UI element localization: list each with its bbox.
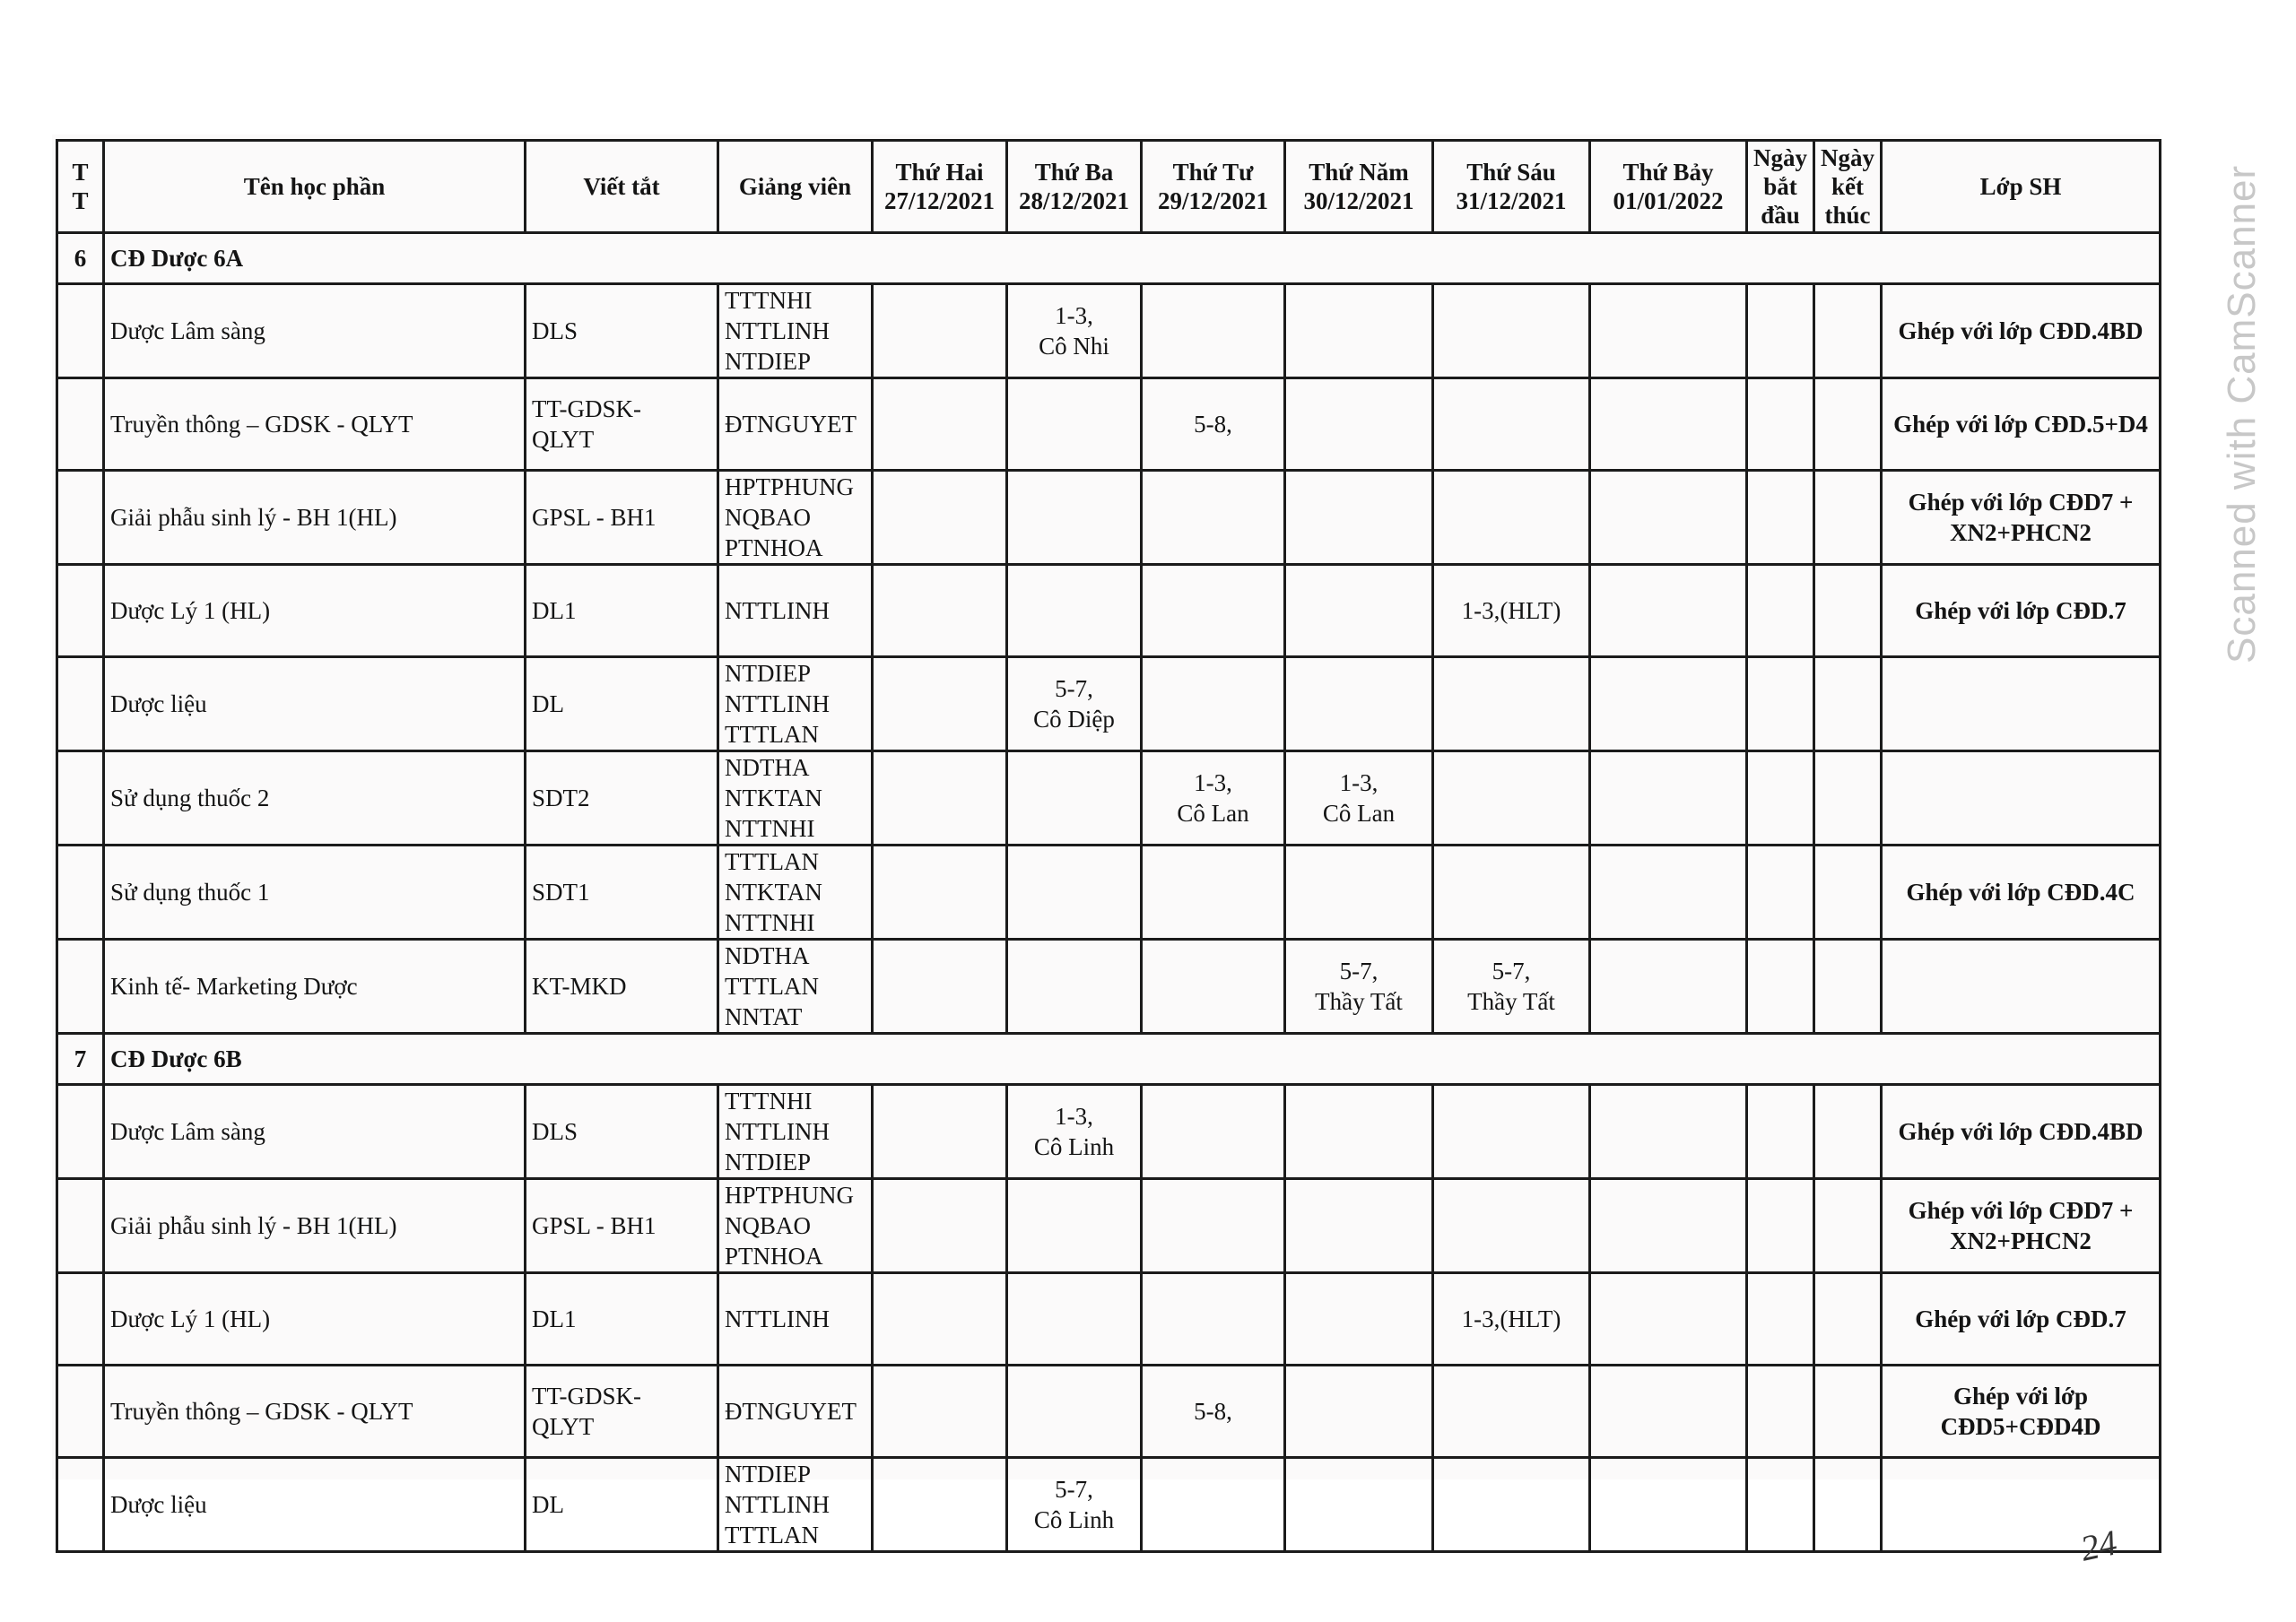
day-slot-2 <box>1007 846 1142 940</box>
day-slot-3 <box>1142 940 1285 1034</box>
table-row <box>57 1085 2161 1179</box>
course-name: Giải phẫu sinh lý - BH 1(HL) <box>104 1179 526 1273</box>
day-slot-1 <box>873 378 1007 471</box>
table-row <box>57 846 2161 940</box>
day-slot-6 <box>1590 1273 1747 1366</box>
lecturer-code: TTTNHI <box>725 287 813 314</box>
course-abbr <box>526 1458 718 1552</box>
day-slot-3 <box>1142 284 1285 378</box>
end-date-cell <box>1814 657 1882 751</box>
lecturer-code: ĐTNGUYET <box>725 411 857 438</box>
end-date-cell <box>1814 1179 1882 1273</box>
lecturer-code: NTKTAN <box>725 785 822 811</box>
class-note <box>1882 940 2161 1034</box>
course-abbr <box>526 846 718 940</box>
day-slot-2 <box>1007 1179 1142 1273</box>
day-slot-1 <box>873 1273 1007 1366</box>
start-date-cell <box>1747 1458 1814 1552</box>
lecturer-list <box>718 1366 873 1458</box>
cell-line: Cô Lan <box>1322 800 1396 827</box>
lecturer-list <box>718 378 873 471</box>
schedule-table <box>56 139 2161 1553</box>
day-slot-4 <box>1285 1458 1433 1552</box>
header-class: Lớp SH <box>1882 141 2161 233</box>
class-note: Ghép với lớp CĐD7 + XN2+PHCN2 <box>1882 471 2161 565</box>
cell-line: DL1 <box>532 1305 577 1332</box>
cell-line: 5-8, <box>1194 411 1232 438</box>
tt-cell <box>57 940 104 1034</box>
course-abbr <box>526 1273 718 1366</box>
cell-line: 1-3,(HLT) <box>1461 1305 1561 1332</box>
class-note: Ghép với lớp CĐD.4BD <box>1882 284 2161 378</box>
group-number: 6 <box>57 233 104 284</box>
header-day-1: Thứ Hai 27/12/2021 <box>873 141 1007 233</box>
header-day-3: Thứ Tư 29/12/2021 <box>1142 141 1285 233</box>
cell-line: 5-7, <box>1055 1476 1093 1503</box>
cell-line: TT-GDSK- <box>532 1383 642 1409</box>
cell-line: 5-7, <box>1339 958 1378 984</box>
lecturer-list <box>718 940 873 1034</box>
table-row <box>57 471 2161 565</box>
lecturer-code: NTDIEP <box>725 1149 811 1175</box>
course-abbr <box>526 378 718 471</box>
table-row <box>57 1179 2161 1273</box>
cell-line: 1-3, <box>1194 769 1232 796</box>
lecturer-code: NTTLINH <box>725 1305 830 1332</box>
lecturer-code: NNTAT <box>725 1003 803 1030</box>
course-abbr <box>526 1085 718 1179</box>
day-slot-2 <box>1007 1458 1142 1552</box>
class-note: Ghép với lớp CĐD.4C <box>1882 846 2161 940</box>
lecturer-list <box>718 284 873 378</box>
cell-line: 1-3, <box>1055 302 1093 329</box>
tt-cell <box>57 1273 104 1366</box>
course-name: Kinh tế- Marketing Dược <box>104 940 526 1034</box>
day-slot-4 <box>1285 1366 1433 1458</box>
header-day-6: Thứ Bảy 01/01/2022 <box>1590 141 1747 233</box>
day-slot-6 <box>1590 846 1747 940</box>
group-name: CĐ Dược 6B <box>104 1034 2161 1085</box>
cell-line: 5-7, <box>1055 675 1093 702</box>
group-row <box>57 233 2161 284</box>
day-slot-2 <box>1007 751 1142 846</box>
day-slot-5 <box>1433 1458 1590 1552</box>
day-slot-5 <box>1433 565 1590 657</box>
day-slot-1 <box>873 565 1007 657</box>
cell-line: GPSL - BH1 <box>532 504 657 531</box>
day-slot-4 <box>1285 1085 1433 1179</box>
day-slot-6 <box>1590 657 1747 751</box>
day-slot-4 <box>1285 940 1433 1034</box>
day-slot-2 <box>1007 284 1142 378</box>
end-date-cell <box>1814 1273 1882 1366</box>
day-slot-1 <box>873 471 1007 565</box>
lecturer-list <box>718 471 873 565</box>
cell-line: Cô Diệp <box>1033 706 1115 733</box>
start-date-cell <box>1747 565 1814 657</box>
header-start-date: Ngày bắt đầu <box>1747 141 1814 233</box>
end-date-cell <box>1814 284 1882 378</box>
day-slot-5 <box>1433 1085 1590 1179</box>
course-name: Truyền thông – GDSK - QLYT <box>104 1366 526 1458</box>
lecturer-code: TTTLAN <box>725 1522 819 1548</box>
day-slot-1 <box>873 751 1007 846</box>
end-date-cell <box>1814 1458 1882 1552</box>
day-slot-5 <box>1433 751 1590 846</box>
end-date-cell <box>1814 378 1882 471</box>
class-note: Ghép với lớp CĐD5+CĐD4D <box>1882 1366 2161 1458</box>
cell-line: KT-MKD <box>532 973 627 1000</box>
lecturer-code: NTDIEP <box>725 1461 811 1488</box>
tt-cell <box>57 657 104 751</box>
day-slot-1 <box>873 1179 1007 1273</box>
cell-line: DLS <box>532 1118 578 1145</box>
day-slot-3 <box>1142 1366 1285 1458</box>
class-note: Ghép với lớp CĐD.4BD <box>1882 1085 2161 1179</box>
day-slot-3 <box>1142 846 1285 940</box>
cell-line: DL <box>532 690 564 717</box>
table-row <box>57 1273 2161 1366</box>
tt-cell <box>57 1366 104 1458</box>
day-slot-2 <box>1007 1085 1142 1179</box>
course-abbr <box>526 1179 718 1273</box>
day-slot-5 <box>1433 1366 1590 1458</box>
day-slot-6 <box>1590 378 1747 471</box>
table-row <box>57 378 2161 471</box>
lecturer-code: NTTLINH <box>725 1118 830 1145</box>
end-date-cell <box>1814 940 1882 1034</box>
end-date-cell <box>1814 751 1882 846</box>
cell-line: GPSL - BH1 <box>532 1212 657 1239</box>
course-name: Dược Lâm sàng <box>104 284 526 378</box>
group-name: CĐ Dược 6A <box>104 233 2161 284</box>
table-row <box>57 657 2161 751</box>
class-note <box>1882 1458 2161 1552</box>
cell-line: DLS <box>532 317 578 344</box>
start-date-cell <box>1747 657 1814 751</box>
table-row <box>57 751 2161 846</box>
class-note: Ghép với lớp CĐD.5+D4 <box>1882 378 2161 471</box>
lecturer-code: PTNHOA <box>725 1243 823 1270</box>
tt-cell <box>57 1458 104 1552</box>
day-slot-4 <box>1285 1273 1433 1366</box>
end-date-cell <box>1814 1366 1882 1458</box>
day-slot-6 <box>1590 565 1747 657</box>
table-row <box>57 565 2161 657</box>
tt-cell <box>57 751 104 846</box>
course-abbr <box>526 471 718 565</box>
day-slot-1 <box>873 1366 1007 1458</box>
lecturer-code: HPTPHUNG <box>725 1182 855 1209</box>
cell-line: Cô Lan <box>1177 800 1249 827</box>
day-slot-6 <box>1590 940 1747 1034</box>
lecturer-code: NTTLINH <box>725 317 830 344</box>
day-slot-6 <box>1590 284 1747 378</box>
table-row <box>57 284 2161 378</box>
course-name: Dược Lý 1 (HL) <box>104 1273 526 1366</box>
day-slot-3 <box>1142 751 1285 846</box>
lecturer-code: TTTLAN <box>725 721 819 748</box>
lecturer-code: NQBAO <box>725 1212 812 1239</box>
lecturer-list <box>718 751 873 846</box>
lecturer-code: TTTNHI <box>725 1088 813 1115</box>
course-name: Sử dụng thuốc 2 <box>104 751 526 846</box>
lecturer-code: ĐTNGUYET <box>725 1398 857 1425</box>
start-date-cell <box>1747 471 1814 565</box>
lecturer-code: NTDIEP <box>725 660 811 687</box>
header-day-2: Thứ Ba 28/12/2021 <box>1007 141 1142 233</box>
lecturer-code: NTKTAN <box>725 879 822 906</box>
start-date-cell <box>1747 1085 1814 1179</box>
day-slot-3 <box>1142 1458 1285 1552</box>
class-note: Ghép với lớp CĐD.7 <box>1882 565 2161 657</box>
day-slot-6 <box>1590 1458 1747 1552</box>
cell-line: DL1 <box>532 597 577 624</box>
start-date-cell <box>1747 940 1814 1034</box>
header-lecturer: Giảng viên <box>718 141 873 233</box>
day-slot-4 <box>1285 565 1433 657</box>
day-slot-3 <box>1142 565 1285 657</box>
day-slot-6 <box>1590 471 1747 565</box>
tt-cell <box>57 284 104 378</box>
day-slot-2 <box>1007 1273 1142 1366</box>
lecturer-code: PTNHOA <box>725 534 823 561</box>
tt-cell <box>57 1179 104 1273</box>
day-slot-4 <box>1285 1179 1433 1273</box>
day-slot-4 <box>1285 284 1433 378</box>
class-note <box>1882 751 2161 846</box>
handwritten-page-mark: 24 <box>2076 1522 2121 1569</box>
lecturer-list <box>718 1085 873 1179</box>
day-slot-5 <box>1433 284 1590 378</box>
course-abbr <box>526 565 718 657</box>
course-name: Sử dụng thuốc 1 <box>104 846 526 940</box>
cell-line: QLYT <box>532 1413 595 1440</box>
day-slot-6 <box>1590 1085 1747 1179</box>
course-abbr <box>526 284 718 378</box>
table-row <box>57 1366 2161 1458</box>
day-slot-2 <box>1007 657 1142 751</box>
course-name: Dược liệu <box>104 1458 526 1552</box>
day-slot-3 <box>1142 1085 1285 1179</box>
day-slot-1 <box>873 657 1007 751</box>
lecturer-list <box>718 1273 873 1366</box>
lecturer-code: NTTNHI <box>725 815 815 842</box>
tt-cell <box>57 1085 104 1179</box>
cell-line: Cô Linh <box>1033 1133 1115 1160</box>
day-slot-3 <box>1142 378 1285 471</box>
header-day-5: Thứ Sáu 31/12/2021 <box>1433 141 1590 233</box>
lecturer-list <box>718 1458 873 1552</box>
cell-line: 1-3,(HLT) <box>1461 597 1561 624</box>
lecturer-code: TTTLAN <box>725 848 819 875</box>
course-name: Dược Lý 1 (HL) <box>104 565 526 657</box>
day-slot-6 <box>1590 1366 1747 1458</box>
cell-line: QLYT <box>532 426 595 453</box>
table-body <box>57 233 2161 1552</box>
day-slot-1 <box>873 846 1007 940</box>
start-date-cell <box>1747 1273 1814 1366</box>
camscanner-watermark: Scanned with CamScanner <box>2220 164 2264 664</box>
day-slot-4 <box>1285 471 1433 565</box>
course-name: Dược liệu <box>104 657 526 751</box>
cell-line: Cô Linh <box>1033 1506 1115 1533</box>
cell-line: 5-7, <box>1492 958 1531 984</box>
day-slot-1 <box>873 940 1007 1034</box>
day-slot-2 <box>1007 940 1142 1034</box>
course-abbr <box>526 751 718 846</box>
course-name: Dược Lâm sàng <box>104 1085 526 1179</box>
cell-line: SDT2 <box>532 785 590 811</box>
group-number: 7 <box>57 1034 104 1085</box>
tt-cell <box>57 378 104 471</box>
end-date-cell <box>1814 565 1882 657</box>
cell-line: Cô Nhi <box>1039 333 1109 360</box>
header-day-4: Thứ Năm 30/12/2021 <box>1285 141 1433 233</box>
header-tt: T T <box>57 141 104 233</box>
end-date-cell <box>1814 846 1882 940</box>
cell-line: SDT1 <box>532 879 590 906</box>
class-note: Ghép với lớp CĐD.7 <box>1882 1273 2161 1366</box>
lecturer-list <box>718 1179 873 1273</box>
day-slot-5 <box>1433 471 1590 565</box>
lecturer-code: HPTPHUNG <box>725 473 855 500</box>
cell-line: 1-3, <box>1339 769 1378 796</box>
lecturer-list <box>718 565 873 657</box>
class-note <box>1882 657 2161 751</box>
start-date-cell <box>1747 1179 1814 1273</box>
lecturer-list <box>718 657 873 751</box>
day-slot-1 <box>873 284 1007 378</box>
lecturer-list <box>718 846 873 940</box>
start-date-cell <box>1747 284 1814 378</box>
start-date-cell <box>1747 751 1814 846</box>
day-slot-2 <box>1007 471 1142 565</box>
day-slot-5 <box>1433 657 1590 751</box>
day-slot-1 <box>873 1458 1007 1552</box>
header-row <box>57 141 2161 233</box>
day-slot-4 <box>1285 378 1433 471</box>
day-slot-2 <box>1007 565 1142 657</box>
day-slot-5 <box>1433 1179 1590 1273</box>
table-row <box>57 940 2161 1034</box>
lecturer-code: NTDIEP <box>725 348 811 375</box>
day-slot-6 <box>1590 751 1747 846</box>
day-slot-4 <box>1285 657 1433 751</box>
group-row <box>57 1034 2161 1085</box>
day-slot-5 <box>1433 940 1590 1034</box>
header-end-date: Ngày kết thúc <box>1814 141 1882 233</box>
start-date-cell <box>1747 846 1814 940</box>
course-name: Giải phẫu sinh lý - BH 1(HL) <box>104 471 526 565</box>
cell-line: TT-GDSK- <box>532 395 642 422</box>
day-slot-4 <box>1285 751 1433 846</box>
lecturer-code: NTTLINH <box>725 690 830 717</box>
header-abbr: Viết tắt <box>526 141 718 233</box>
day-slot-3 <box>1142 1273 1285 1366</box>
day-slot-3 <box>1142 657 1285 751</box>
course-abbr <box>526 657 718 751</box>
tt-cell <box>57 471 104 565</box>
day-slot-3 <box>1142 471 1285 565</box>
end-date-cell <box>1814 1085 1882 1179</box>
cell-line: 5-8, <box>1194 1398 1232 1425</box>
class-note: Ghép với lớp CĐD7 + XN2+PHCN2 <box>1882 1179 2161 1273</box>
start-date-cell <box>1747 378 1814 471</box>
day-slot-2 <box>1007 1366 1142 1458</box>
start-date-cell <box>1747 1366 1814 1458</box>
day-slot-3 <box>1142 1179 1285 1273</box>
lecturer-code: TTTLAN <box>725 973 819 1000</box>
course-name: Truyền thông – GDSK - QLYT <box>104 378 526 471</box>
lecturer-code: NQBAO <box>725 504 812 531</box>
lecturer-code: NTTLINH <box>725 1491 830 1518</box>
cell-line: 1-3, <box>1055 1103 1093 1130</box>
end-date-cell <box>1814 471 1882 565</box>
lecturer-code: NDTHA <box>725 942 810 969</box>
day-slot-6 <box>1590 1179 1747 1273</box>
table-row <box>57 1458 2161 1552</box>
day-slot-5 <box>1433 1273 1590 1366</box>
cell-line: Thầy Tất <box>1315 988 1403 1015</box>
lecturer-code: NTTLINH <box>725 597 830 624</box>
cell-line: DL <box>532 1491 564 1518</box>
lecturer-code: NDTHA <box>725 754 810 781</box>
header-course: Tên học phần <box>104 141 526 233</box>
tt-cell <box>57 846 104 940</box>
day-slot-5 <box>1433 846 1590 940</box>
cell-line: Thầy Tất <box>1467 988 1555 1015</box>
day-slot-2 <box>1007 378 1142 471</box>
tt-cell <box>57 565 104 657</box>
course-abbr <box>526 1366 718 1458</box>
day-slot-1 <box>873 1085 1007 1179</box>
course-abbr <box>526 940 718 1034</box>
day-slot-5 <box>1433 378 1590 471</box>
day-slot-4 <box>1285 846 1433 940</box>
lecturer-code: NTTNHI <box>725 909 815 936</box>
